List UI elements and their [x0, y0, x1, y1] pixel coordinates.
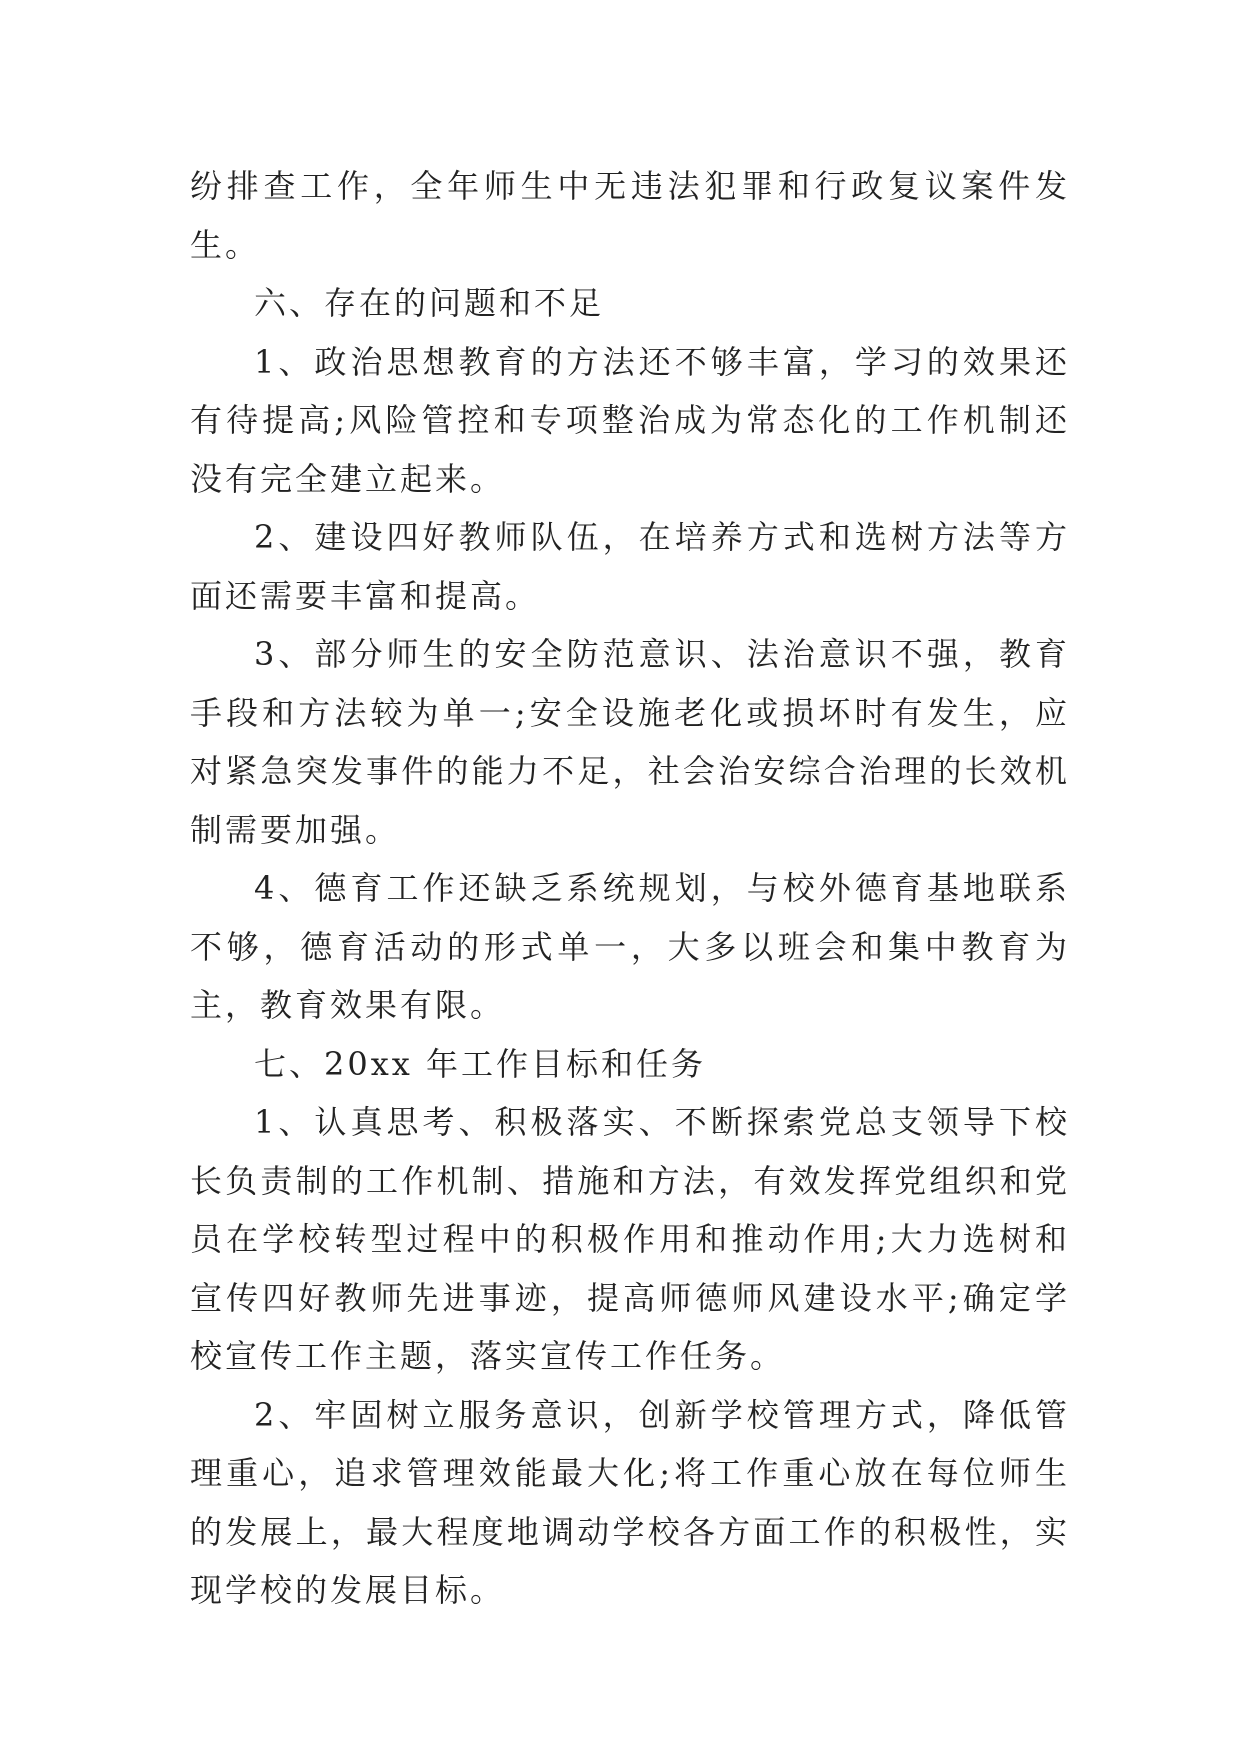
paragraph-problem-2: 2、建设四好教师队伍，在培养方式和选树方法等方面还需要丰富和提高。: [190, 518, 1070, 615]
document-body: [190, 157, 1070, 1620]
section-heading-7: 七、20xx 年工作目标和任务: [254, 1044, 706, 1083]
paragraph-problem-4: 4、德育工作还缺乏系统规划，与校外德育基地联系不够，德育活动的形式单一，大多以班会和集中教育为主，教育效果有限。: [190, 869, 1070, 1024]
paragraph-problem-1: 1、政治思想教育的方法还不够丰富，学习的效果还有待提高;风险管控和专项整治成为常态化的工作机制还没有完全建立起来。: [190, 342, 1070, 498]
paragraph-problem-3: 3、部分师生的安全防范意识、法治意识不强，教育手段和方法较为单一;安全设施老化或损坏时有发生，应对紧急突发事件的能力不足，社会治安综合治理的长效机制需要加强。: [190, 635, 1070, 849]
paragraph-continuation: 纷排查工作，全年师生中无违法犯罪和行政复议案件发生。: [190, 167, 1070, 264]
paragraph-goal-1: 1、认真思考、积极落实、不断探索党总支领导下校长负责制的工作机制、措施和方法，有效发挥党组织和党员在学校转型过程中的积极作用和推动作用;大力选树和宣传四好教师先进事迹，提高师德师风建设水平;确定学校宣传工作主题，落实宣传工作任务。: [190, 1103, 1070, 1375]
section-heading-6: 六、存在的问题和不足: [254, 284, 605, 322]
paragraph-goal-2: 2、牢固树立服务意识，创新学校管理方式，降低管理重心，追求管理效能最大化;将工作重心放在每位师生的发展上，最大程度地调动学校各方面工作的积极性，实现学校的发展目标。: [190, 1395, 1070, 1609]
